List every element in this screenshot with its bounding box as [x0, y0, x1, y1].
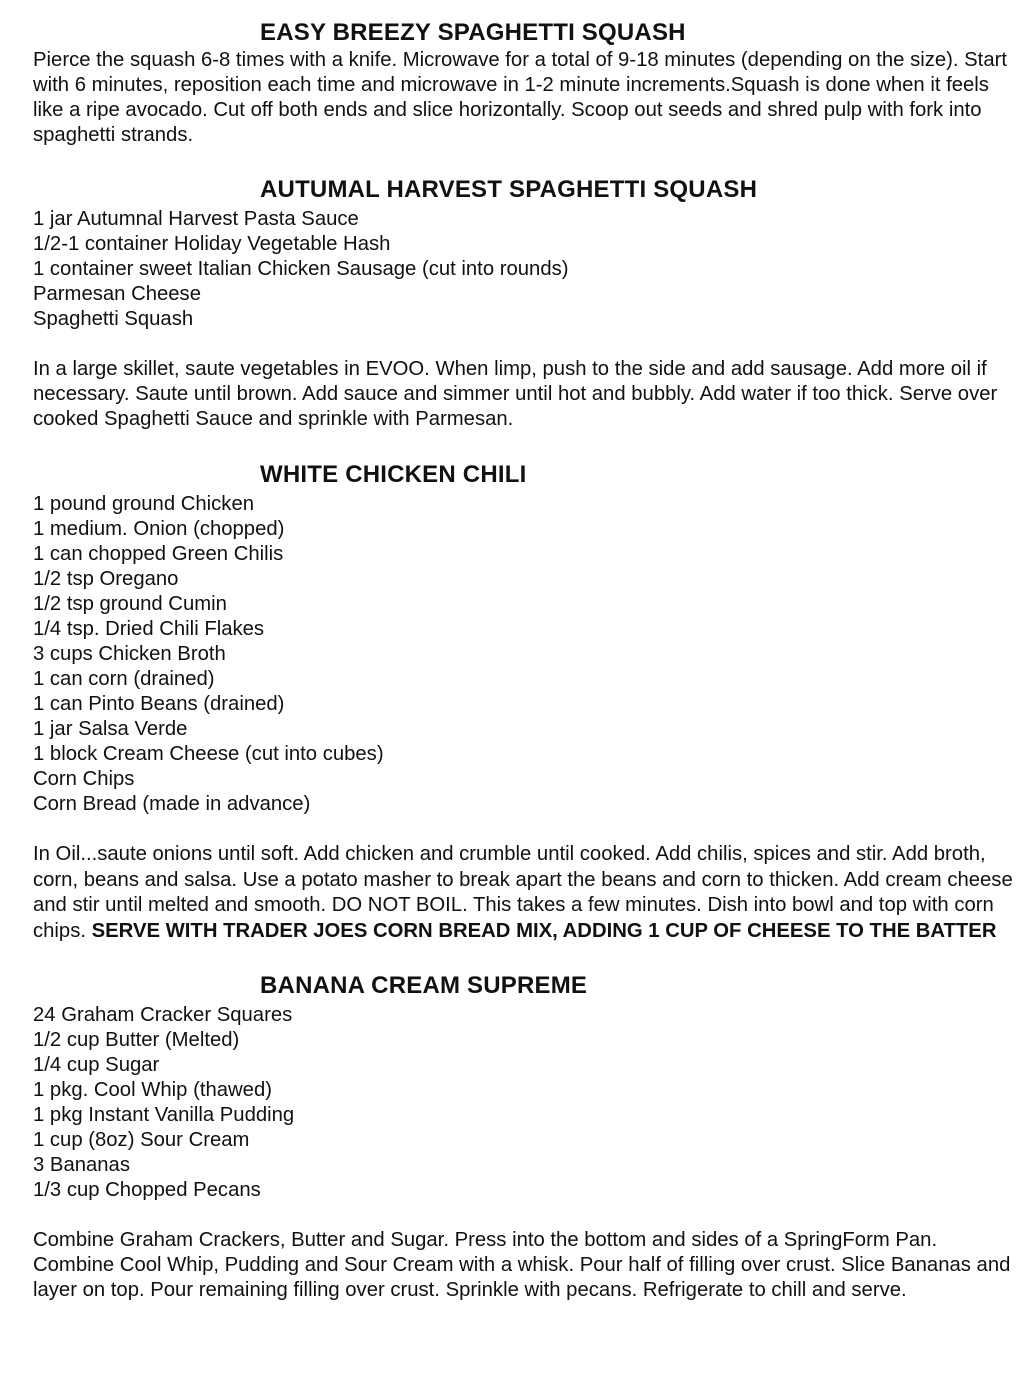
- recipe-directions: In a large skillet, saute vegetables in EVOO. When limp, push to the side and add sausage. Add more oil if necessary. Saute until brown. Add sauce and simmer until hot and bubbly. Add water if too thick. Serve over cooked Spaghetti Sauce and sprinkle with Parmesan.: [33, 358, 998, 430]
- ingredient-list: [33, 1003, 1018, 1203]
- ingredient-item: Parmesan Cheese: [33, 283, 201, 305]
- ingredient-item: 3 Bananas: [33, 1154, 130, 1176]
- ingredient-item: 3 cups Chicken Broth: [33, 643, 226, 665]
- ingredient-item: Corn Chips: [33, 768, 135, 790]
- ingredient-item: 24 Graham Cracker Squares: [33, 1004, 293, 1026]
- serving-note: SERVE WITH TRADER JOES CORN BREAD MIX, ADDING 1 CUP OF CHEESE TO THE BATTER: [91, 919, 997, 942]
- recipe-directions: Combine Graham Crackers, Butter and Sugar. Press into the bottom and sides of a SpringForm Pan. Combine Cool Whip, Pudding and Sour Cream with a whisk. Pour half of filling over crust. Slice Bananas and layer on top. Pour remaining filling over crust. Sprinkle with pecans. Refrigerate to chill and serve.: [33, 1229, 1011, 1301]
- ingredient-item: 1 can corn (drained): [33, 668, 215, 690]
- recipe-title: EASY BREEZY SPAGHETTI SQUASH: [260, 19, 686, 46]
- recipe-white-chicken-chili: [33, 460, 1018, 944]
- ingredient-item: 1 pkg. Cool Whip (thawed): [33, 1079, 272, 1101]
- ingredient-item: 1/2 tsp ground Cumin: [33, 593, 227, 615]
- ingredient-item: 1/4 cup Sugar: [33, 1054, 160, 1076]
- ingredient-item: 1 cup (8oz) Sour Cream: [33, 1129, 250, 1151]
- recipe-title: AUTUMAL HARVEST SPAGHETTI SQUASH: [260, 176, 758, 203]
- ingredient-item: 1 can chopped Green Chilis: [33, 543, 284, 565]
- ingredient-item: 1 medium. Onion (chopped): [33, 518, 285, 540]
- ingredient-list: [33, 207, 1018, 332]
- ingredient-item: 1 can Pinto Beans (drained): [33, 693, 285, 715]
- ingredient-item: 1 container sweet Italian Chicken Sausage (cut into rounds): [33, 258, 569, 280]
- ingredient-item: 1 jar Autumnal Harvest Pasta Sauce: [33, 208, 359, 230]
- recipe-title: WHITE CHICKEN CHILI: [260, 461, 527, 488]
- ingredient-item: 1/2-1 container Holiday Vegetable Hash: [33, 233, 391, 255]
- directions-text: In Oil...saute onions until soft. Add chicken and crumble until cooked. Add chilis, spices and stir. Add broth, corn, beans and salsa. Use a potato masher to break apart the beans and corn to thicken. Add cream cheese and stir until melted and smooth. DO NOT BOIL. This takes a few minutes. Dish into bowl and top with corn chips.: [33, 843, 1013, 942]
- ingredient-item: 1 pkg Instant Vanilla Pudding: [33, 1104, 295, 1126]
- ingredient-item: 1/4 tsp. Dried Chili Flakes: [33, 618, 265, 640]
- recipe-page: [33, 18, 1018, 1303]
- ingredient-item: 1/3 cup Chopped Pecans: [33, 1179, 261, 1201]
- ingredient-item: 1/2 cup Butter (Melted): [33, 1029, 240, 1051]
- ingredient-item: 1 jar Salsa Verde: [33, 718, 188, 740]
- recipe-directions: Pierce the squash 6-8 times with a knife. Microwave for a total of 9-18 minutes (depending on the size). Start with 6 minutes, reposition each time and microwave in 1-2 minute increments.Squash is done when it feels like a ripe avocado. Cut off both ends and slice horizontally. Scoop out seeds and shred pulp with fork into spaghetti strands.: [33, 49, 1007, 146]
- recipe-autumnal-harvest-spaghetti-squash: [33, 175, 1018, 432]
- ingredient-item: 1/2 tsp Oregano: [33, 568, 179, 590]
- ingredient-list: [33, 492, 1018, 817]
- recipe-title: BANANA CREAM SUPREME: [260, 972, 588, 999]
- recipe-banana-cream-supreme: [33, 971, 1018, 1303]
- ingredient-item: Spaghetti Squash: [33, 308, 194, 330]
- recipe-directions: [33, 842, 1018, 944]
- ingredient-item: 1 block Cream Cheese (cut into cubes): [33, 743, 384, 765]
- recipe-easy-breezy-spaghetti-squash: [33, 18, 1018, 148]
- ingredient-item: Corn Bread (made in advance): [33, 793, 311, 815]
- ingredient-item: 1 pound ground Chicken: [33, 493, 255, 515]
